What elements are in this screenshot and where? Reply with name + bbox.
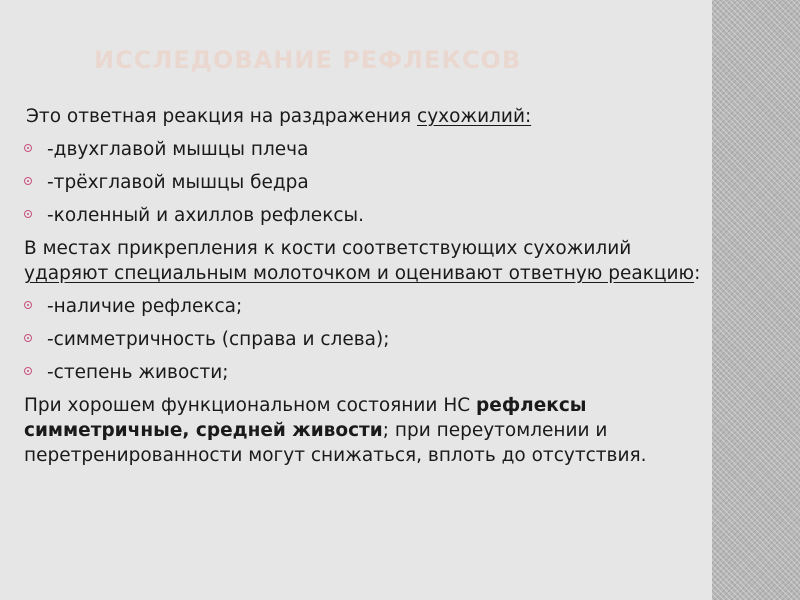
conclusion-paragraph bbox=[24, 393, 714, 468]
method-text-end: : bbox=[694, 263, 701, 284]
list-item bbox=[24, 294, 714, 319]
method-underlined: ударяют специальным молоточком и оценивают ответную реакцию bbox=[24, 263, 695, 284]
bullet-icon bbox=[24, 177, 32, 185]
method-text: В местах прикрепления к кости соответствующих сухожилий bbox=[24, 238, 632, 259]
list-item bbox=[24, 203, 714, 228]
list-item-text: -трёхглавой мышцы бедра bbox=[47, 172, 309, 193]
list-item bbox=[24, 170, 714, 195]
tendon-list bbox=[24, 137, 714, 228]
conclusion-text-end: ; при переутомлении и перетренированности могут снижаться, вплоть до отсутствия. bbox=[24, 420, 647, 466]
slide-title: ИССЛЕДОВАНИЕ РЕФЛЕКСОВ bbox=[94, 46, 522, 74]
bullet-icon bbox=[24, 367, 32, 375]
list-item-text: -симметричность (справа и слева); bbox=[47, 329, 390, 350]
conclusion-text: При хорошем функциональном состоянии НС bbox=[24, 395, 477, 416]
bullet-icon bbox=[24, 210, 32, 218]
list-item-text: -двухглавой мышцы плеча bbox=[47, 139, 309, 160]
slide-body bbox=[24, 104, 714, 468]
intro-text: Это ответная реакция на раздражения bbox=[26, 106, 418, 127]
list-item-text: -степень живости; bbox=[47, 362, 229, 383]
intro-underlined: сухожилий: bbox=[417, 106, 532, 127]
bullet-icon bbox=[24, 144, 32, 152]
intro-paragraph bbox=[24, 104, 714, 129]
list-item-text: -коленный и ахиллов рефлексы. bbox=[47, 205, 365, 226]
list-item-text: -наличие рефлекса; bbox=[47, 296, 243, 317]
bullet-icon bbox=[24, 334, 32, 342]
method-paragraph bbox=[24, 236, 714, 286]
assessment-list bbox=[24, 294, 714, 385]
list-item bbox=[24, 137, 714, 162]
list-item bbox=[24, 327, 714, 352]
list-item bbox=[24, 360, 714, 385]
decorative-side-stripe bbox=[712, 0, 800, 600]
conclusion-bold: рефлексы симметричные, средней живости bbox=[24, 395, 587, 441]
bullet-icon bbox=[24, 301, 32, 309]
